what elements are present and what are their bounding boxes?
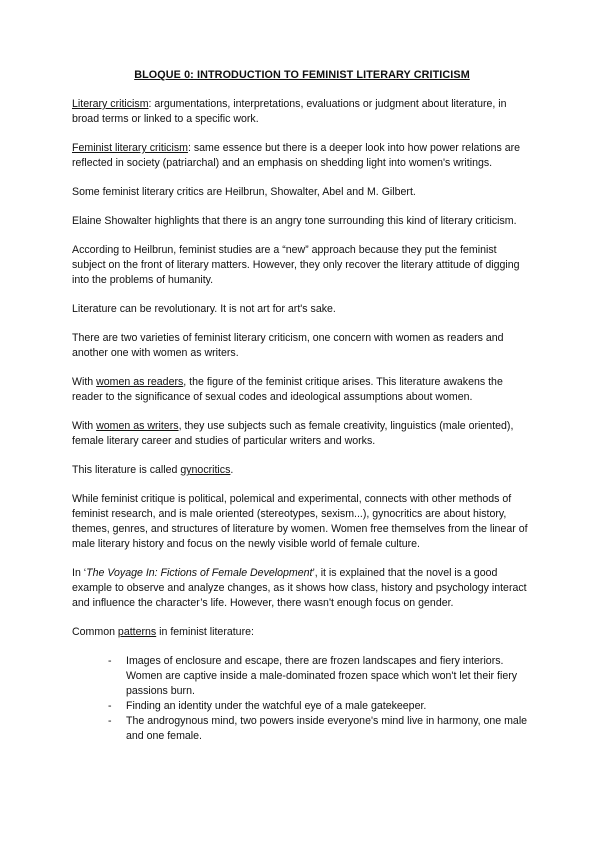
paragraph-women-as-readers <box>72 375 532 405</box>
text-pre: Common <box>72 626 118 638</box>
paragraph-feminist-literary-criticism <box>72 141 532 171</box>
definition-literary-criticism: : argumentations, interpretations, evaluations or judgment about literature, in broad terms or linked to a specific work. <box>72 98 507 125</box>
document-title: BLOQUE 0: INTRODUCTION TO FEMINIST LITERARY CRITICISM <box>134 69 470 81</box>
text-rest: ’, it is explained that the novel is a good example to observe and analyze changes, as it shows how class, history and psychology interact and influence the character’s life. However, there wasn't enough focus on gender. <box>72 567 527 609</box>
term-women-as-writers: women as writers <box>96 420 179 432</box>
paragraph-women-as-writers <box>72 419 532 449</box>
paragraph-two-varieties: There are two varieties of feminist literary criticism, one concern with women as readers and another one with women as writers. <box>72 332 504 359</box>
text-pre: In ‘ <box>72 567 87 579</box>
list-item: - Images of enclosure and escape, there are frozen landscapes and fiery interiors. Women are captive inside a male-dominated frozen space which won't let their fiery passions burn. <box>108 654 532 699</box>
paragraph-revolutionary: Literature can be revolutionary. It is not art for art's sake. <box>72 303 336 315</box>
list-item: - The androgynous mind, two powers inside everyone's mind live in harmony, one male and one female. <box>108 714 532 744</box>
term-patterns: patterns <box>117 626 157 638</box>
paragraph-literary-criticism <box>72 97 532 127</box>
term-gynocritics: gynocritics <box>180 464 231 476</box>
term-literary-criticism: Literary criticism <box>72 98 149 110</box>
text-pre: With <box>72 376 97 388</box>
term-feminist-literary-criticism: Feminist literary criticism <box>72 142 188 154</box>
text-rest: , the figure of the feminist critique arises. This literature awakens the reader to the significance of sexual codes and ideological assumptions about women. <box>72 376 503 403</box>
paragraph-heilbrun: According to Heilbrun, feminist studies are a “new” approach because they put the feminist subject on the front of literary matters. However, they only recover the literary attitude of digging into the problems of humanity. <box>72 244 520 286</box>
text-pre: With <box>72 420 97 432</box>
list-item: - Finding an identity under the watchful eye of a male gatekeeper. <box>108 699 532 714</box>
text-pre: This literature is called <box>72 464 181 476</box>
paragraph-showalter: Elaine Showalter highlights that there is an angry tone surrounding this kind of literary criticism. <box>72 215 517 227</box>
paragraph-gynocritics <box>72 463 532 478</box>
term-women-as-readers: women as readers <box>96 376 184 388</box>
definition-feminist-literary-criticism: : same essence but there is a deeper look into how power relations are reflected in society (patriarchal) and an emphasis on shedding light into women's writings. <box>72 142 521 169</box>
text-rest: in feminist literature: <box>156 626 254 638</box>
patterns-list <box>72 654 532 744</box>
text-rest: . <box>230 464 234 476</box>
document-page <box>72 68 532 744</box>
paragraph-critics: Some feminist literary critics are Heilbrun, Showalter, Abel and M. Gilbert. <box>72 186 416 198</box>
paragraph-critique-vs-gynocritics: While feminist critique is political, polemical and experimental, connects with other methods of feminist research, and is male oriented (stereotypes, sexism...), gynocritics are about history, themes, genres, and structures of literature by women. Women free themselves from the linear of male literary history and focus on the newly visible world of female culture. <box>72 493 528 550</box>
paragraph-voyage-in <box>72 566 532 611</box>
book-title: The Voyage In: Fictions of Female Development <box>86 567 313 579</box>
paragraph-common-patterns <box>72 625 532 640</box>
text-rest: , they use subjects such as female creativity, linguistics (male oriented), female literary career and studies of particular writers and works. <box>72 420 514 447</box>
